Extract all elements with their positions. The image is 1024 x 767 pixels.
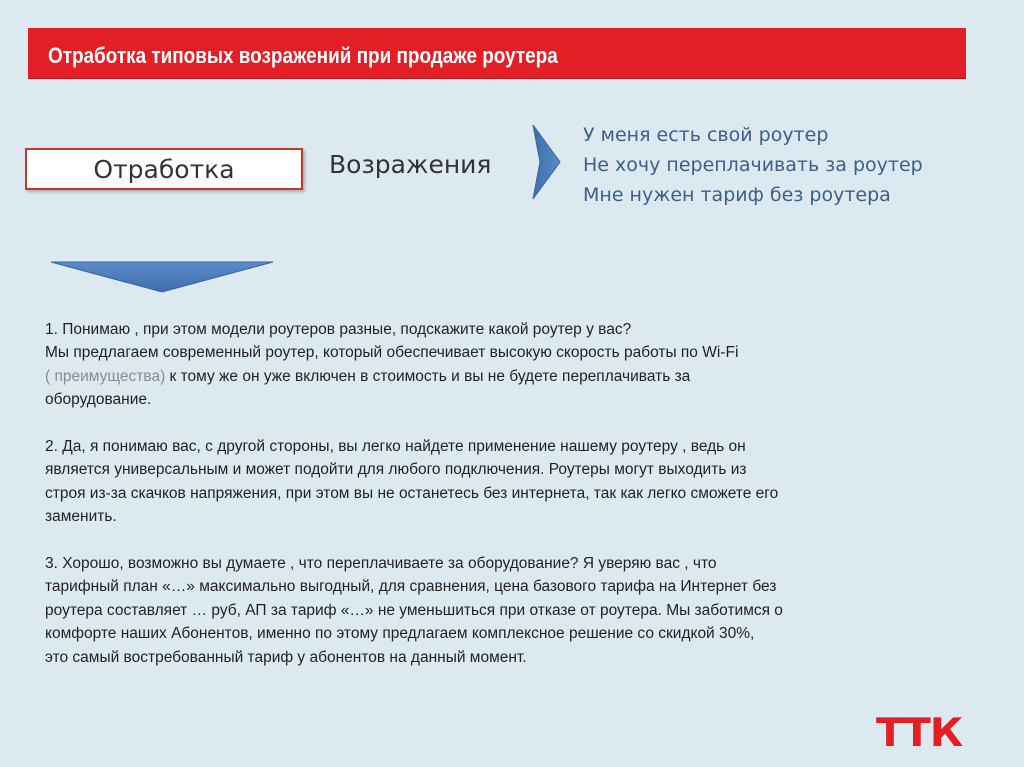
handling-box — [25, 148, 303, 190]
answers-text — [45, 318, 945, 692]
text-line: тарифный план «…» максимально выгодный, для сравнения, цена базового тарифа на Интернет без — [45, 578, 777, 596]
text-fragment: к тому же он уже включен в стоимость и вы не будете переплачивать за — [165, 367, 691, 385]
slide-title: Отработка типовых возражений при продаже роутера — [48, 43, 558, 68]
ttk-logo: ТТК — [876, 711, 963, 756]
objections-label: Возражения — [329, 150, 492, 179]
chevron-right-icon — [531, 124, 561, 200]
chevron-down-icon — [50, 260, 274, 294]
text-line: 2. Да, я понимаю вас, с другой стороны, вы легко найдете применение нашему роутеру , ведь он — [45, 438, 746, 456]
text-line: комфорте наших Абонентов, именно по этому предлагаем комплексное решение со скидкой 30%, — [45, 625, 755, 643]
objection-item: У меня есть свой роутер — [583, 124, 829, 146]
answer-paragraph-1 — [45, 318, 945, 412]
text-line: заменить. — [45, 508, 117, 526]
objection-item: Не хочу переплачивать за роутер — [583, 154, 923, 176]
text-line: роутера составляет … руб, АП за тариф «…» не уменьшиться при отказе от роутера. Мы заботимся о — [45, 601, 783, 619]
text-line: 3. Хорошо, возможно вы думаете , что переплачиваете за оборудование? Я уверяю вас , что — [45, 555, 717, 573]
text-line: оборудование. — [45, 391, 152, 409]
text-line: 1. Понимаю , при этом модели роутеров разные, подскажите какой роутер у вас? — [45, 321, 632, 338]
answer-paragraph-2 — [45, 435, 945, 529]
objection-item: Мне нужен тариф без роутера — [583, 184, 891, 206]
objections-list — [583, 120, 923, 210]
answer-paragraph-3 — [45, 552, 945, 669]
text-line — [45, 365, 945, 388]
benefits-hint: ( преимущества) — [45, 367, 166, 385]
handling-box-label: Отработка — [93, 154, 235, 184]
text-line: строя из-за скачков напряжения, при этом вы не останетесь без интернета, так как легко сможете его — [45, 484, 779, 502]
text-line: Мы предлагаем современный роутер, который обеспечивает высокую скорость работы по Wi-Fi — [45, 344, 739, 362]
text-line: это самый востребованный тариф у абонентов на данный момент. — [45, 648, 527, 666]
text-line: является универсальным и может подойти для любого подключения. Роутеры могут выходить из — [45, 461, 747, 479]
